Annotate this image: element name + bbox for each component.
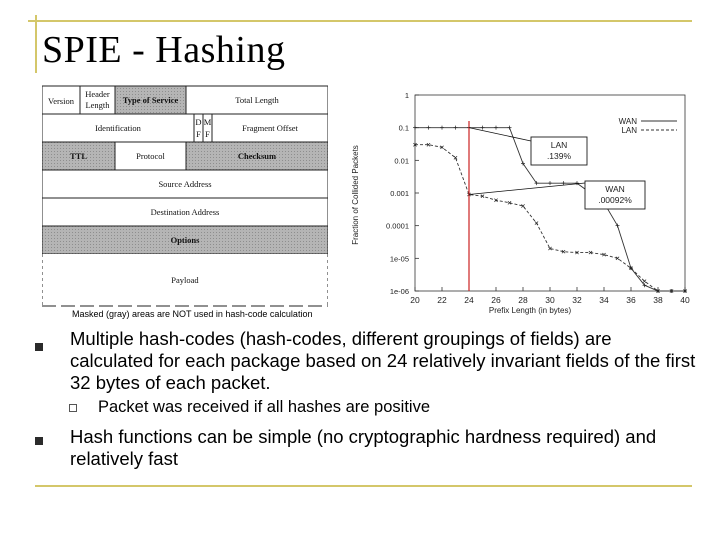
slide-title: SPIE - Hashing (42, 29, 286, 71)
field-source-address: Source Address (158, 179, 212, 189)
flag-f-1: F (196, 129, 201, 139)
legend-label: WAN (618, 117, 637, 126)
data-point-wan (427, 126, 431, 130)
y-tick-label: 1e-05 (389, 254, 409, 264)
y-tick-label: 0.001 (390, 189, 409, 198)
x-tick-label: 36 (626, 295, 636, 305)
data-point-wan (508, 126, 512, 130)
annotation-leader (469, 128, 531, 141)
field-payload: Payload (171, 275, 199, 285)
data-point-wan (413, 126, 417, 130)
x-tick-label: 34 (599, 295, 609, 305)
field-protocol: Protocol (136, 151, 165, 161)
annotation-label: LAN (550, 140, 568, 150)
data-point-lan (535, 221, 538, 224)
legend-label: LAN (621, 126, 637, 135)
y-tick-label: 0.01 (394, 156, 409, 166)
data-point-wan (616, 224, 620, 228)
y-tick-label: 0.1 (398, 123, 409, 133)
annotation-value: .139% (546, 151, 572, 161)
data-point-wan (494, 126, 498, 130)
field-version: Version (48, 96, 74, 106)
bullet-text-1: Multiple hash-codes (hash-codes, different groupings of fields) are calculated for each package based on 24 relatively invariant fields of the first 32 bytes of each packet. (70, 328, 696, 393)
chart-y-axis-label: Fraction of Collided Packets (351, 145, 360, 245)
flag-f-2: F (205, 129, 210, 139)
sub-bullet-text-1: Packet was received if all hashes are positive (98, 398, 430, 416)
top-rule (28, 20, 692, 22)
flag-d: D (195, 117, 202, 127)
x-tick-label: 38 (653, 295, 663, 305)
field-destination-address: Destination Address (150, 207, 220, 217)
flag-m: M (203, 117, 212, 127)
annotation-label: WAN (605, 184, 625, 194)
left-rule (35, 15, 37, 73)
data-point-wan (481, 126, 485, 130)
field-header-length-line2: Length (85, 100, 110, 110)
x-tick-label: 40 (680, 295, 690, 305)
data-point-wan (454, 126, 458, 130)
data-point-wan (440, 126, 444, 130)
field-header-length-line1: Header (85, 89, 110, 99)
x-tick-label: 32 (572, 295, 582, 305)
sub-bullet-marker-1 (69, 404, 77, 412)
field-options: Options (170, 235, 200, 245)
x-tick-label: 24 (464, 295, 474, 305)
x-tick-label: 28 (518, 295, 528, 305)
data-point-wan (562, 181, 566, 185)
y-tick-label: 1e-06 (389, 287, 409, 296)
field-total-length: Total Length (235, 95, 279, 105)
y-tick-label: 0.0001 (386, 221, 409, 231)
annotation-leader (469, 183, 585, 194)
annotation-value: .00092% (598, 195, 632, 205)
chart-x-axis-label: Prefix Length (in bytes) (488, 306, 572, 315)
field-fragment-offset: Fragment Offset (242, 123, 298, 133)
x-tick-label: 30 (545, 295, 555, 305)
collision-chart (345, 85, 705, 317)
field-checksum: Checksum (237, 151, 277, 161)
bullet-text-2: Hash functions can be simple (no cryptographic hardness required) and relatively fast (70, 426, 657, 469)
x-tick-label: 20 (410, 295, 420, 305)
ip-header-diagram (42, 85, 328, 310)
bullet-marker-2 (35, 437, 43, 445)
field-type-of-service: Type of Service (122, 95, 179, 105)
y-tick-label: 1 (404, 91, 409, 100)
field-ttl: TTL (69, 151, 88, 161)
data-point-wan (548, 181, 552, 185)
x-tick-label: 22 (437, 295, 447, 305)
x-tick-label: 26 (491, 295, 501, 305)
bottom-rule (35, 485, 692, 487)
data-point-lan (643, 280, 646, 283)
field-identification: Identification (95, 123, 141, 133)
header-diagram-caption: Masked (gray) areas are NOT used in hash-code calculation (72, 309, 313, 319)
bullet-marker-1 (35, 343, 43, 351)
series-line-lan (415, 145, 685, 291)
